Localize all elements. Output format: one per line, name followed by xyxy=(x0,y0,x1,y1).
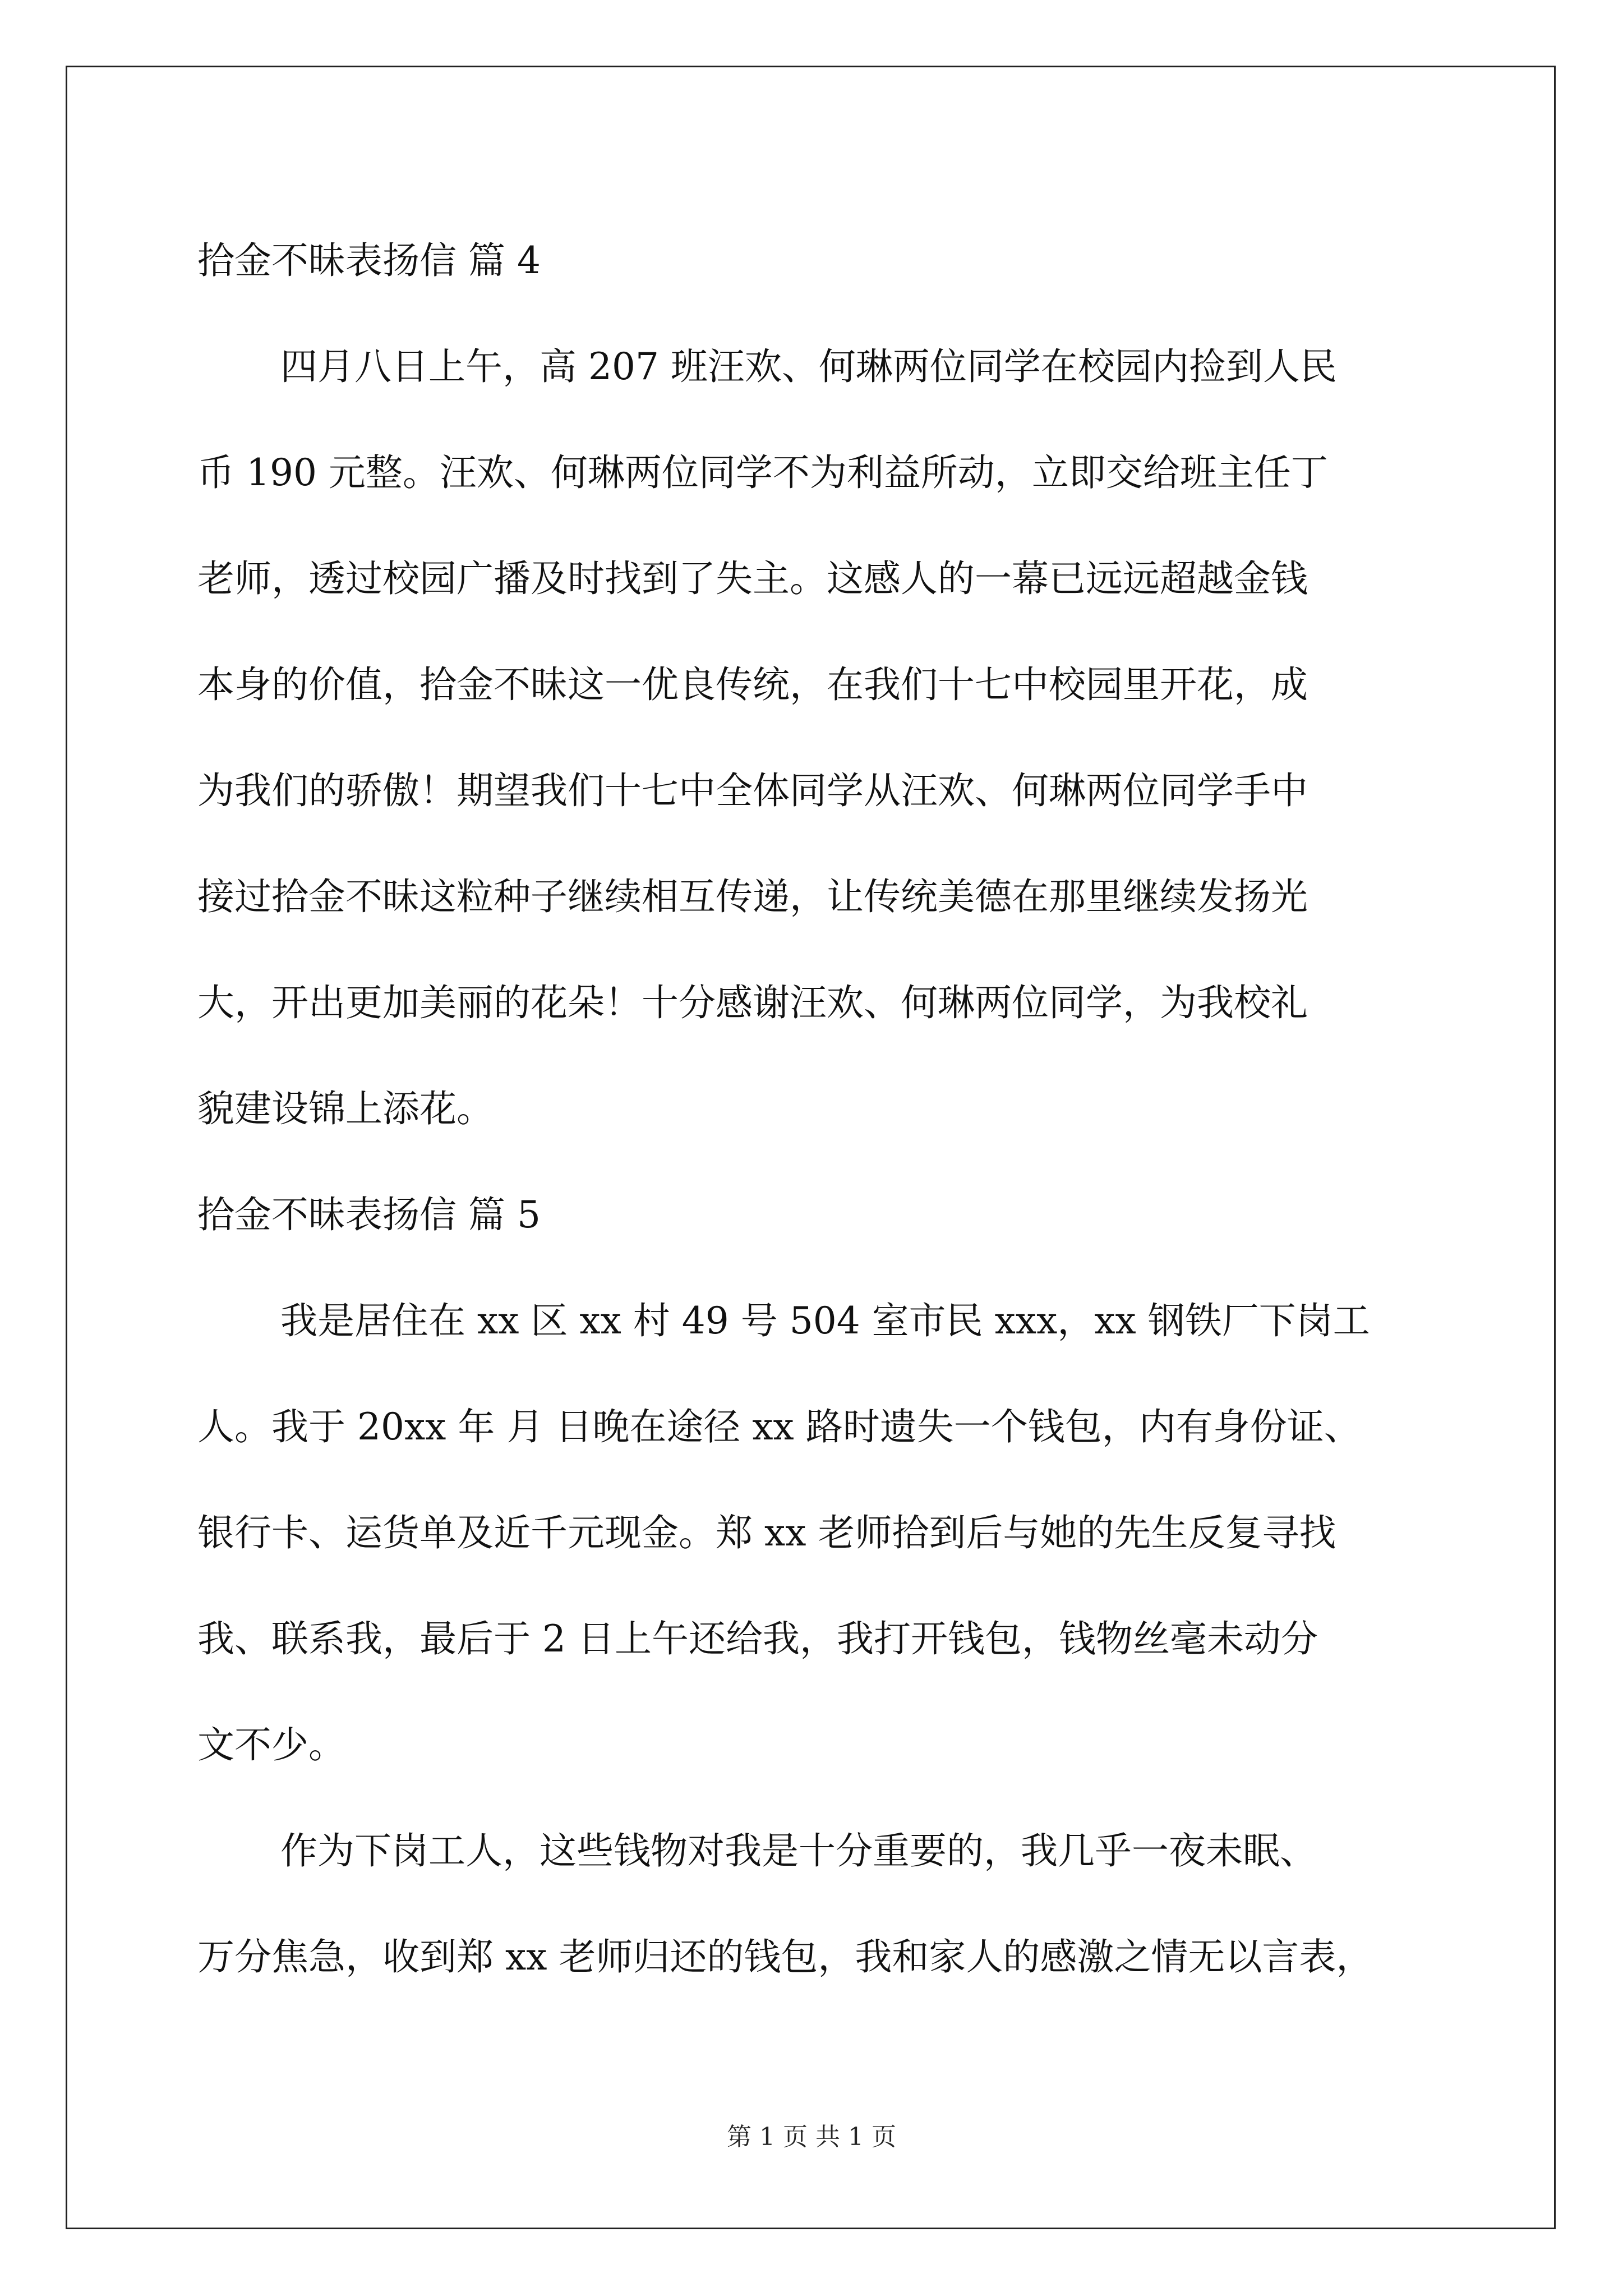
paragraph-line: 老师，透过校园广播及时找到了失主。这感人的一幕已远远超越金钱 xyxy=(197,557,1308,600)
paragraph-line: 为我们的骄傲！期望我们十七中全体同学从汪欢、何琳两位同学手中 xyxy=(197,769,1308,812)
paragraph-line: 本身的价值，拾金不昧这一优良传统，在我们十七中校园里开花，成 xyxy=(197,663,1308,706)
paragraph xyxy=(197,1268,1431,1798)
paragraph-line: 我、联系我，最后于 2 日上午还给我，我打开钱包，钱物丝毫未动分 xyxy=(197,1617,1318,1660)
paragraph-line: 文不少。 xyxy=(197,1723,345,1766)
paragraph-line: 人。我于 20xx 年 月 日晚在途径 xx 路时遗失一个钱包，内有身份证、 xyxy=(197,1405,1361,1448)
page-footer: 第 1 页 共 1 页 xyxy=(727,2123,896,2151)
section-title: 拾金不昧表扬信 篇 5 xyxy=(197,1193,541,1236)
paragraph-line: 银行卡、运货单及近千元现金。郑 xx 老师拾到后与她的先生反复寻找 xyxy=(197,1511,1336,1554)
paragraph xyxy=(197,314,1431,1162)
section-title: 拾金不昧表扬信 篇 4 xyxy=(197,239,541,282)
paragraph-line: 作为下岗工人，这些钱物对我是十分重要的，我几乎一夜未眠、 xyxy=(280,1829,1317,1872)
paragraph-line: 接过拾金不昧这粒种子继续相互传递，让传统美德在那里继续发扬光 xyxy=(197,875,1308,918)
paragraph-line: 大，开出更加美丽的花朵！十分感谢汪欢、何琳两位同学，为我校礼 xyxy=(197,981,1308,1024)
paragraph-line: 貌建设锦上添花。 xyxy=(197,1087,494,1130)
paragraph-line: 万分焦急，收到郑 xx 老师归还的钱包，我和家人的感激之情无以言表， xyxy=(197,1935,1373,1978)
paragraph-line: 四月八日上午，高 207 班汪欢、何琳两位同学在校园内捡到人民 xyxy=(280,345,1337,388)
paragraph-line: 我是居住在 xx 区 xx 村 49 号 504 室市民 xxx，xx 钢铁厂下岗工 xyxy=(280,1299,1370,1342)
paragraph xyxy=(197,1798,1431,2010)
paragraph-line: 币 190 元整。汪欢、何琳两位同学不为利益所动，立即交给班主任丁 xyxy=(197,451,1328,494)
document-body xyxy=(197,208,1431,2010)
